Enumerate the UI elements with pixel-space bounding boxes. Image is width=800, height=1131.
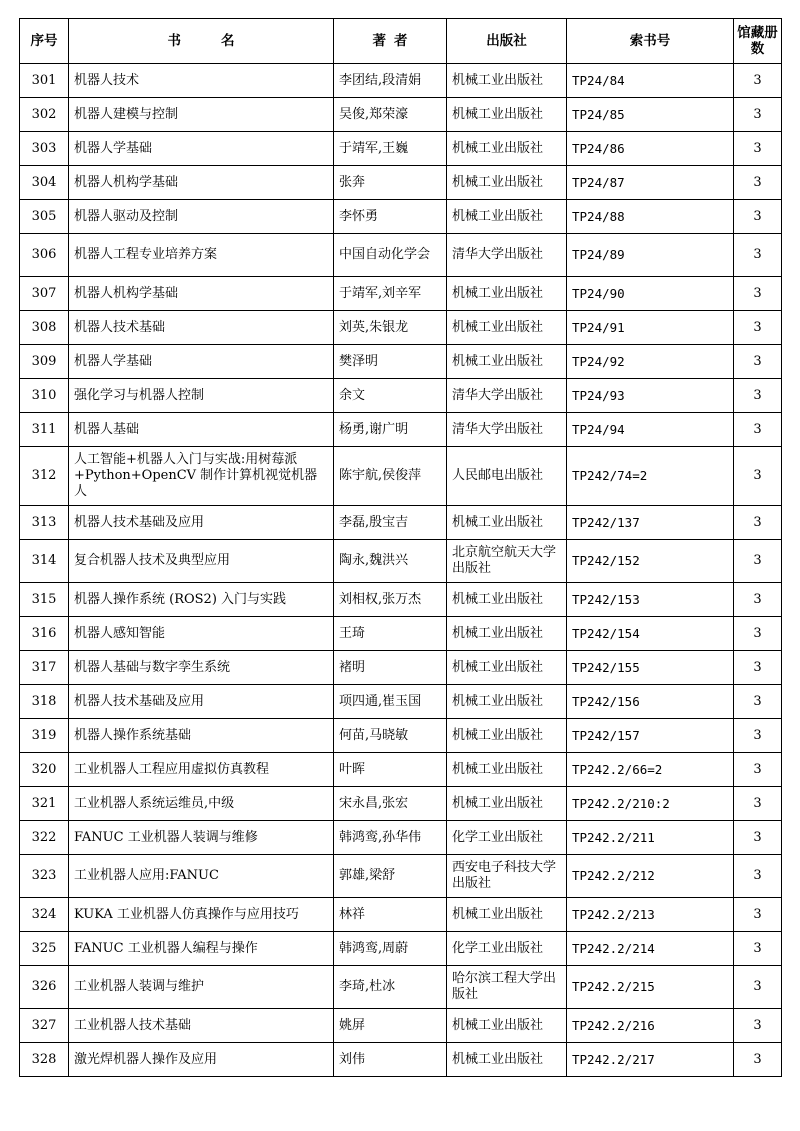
cell-call-number: TP242/156 bbox=[567, 685, 734, 719]
cell-author: 陈宇航,侯俊萍 bbox=[334, 447, 447, 506]
cell-publisher: 清华大学出版社 bbox=[447, 413, 567, 447]
cell-title: 强化学习与机器人控制 bbox=[69, 379, 334, 413]
cell-no: 311 bbox=[20, 413, 69, 447]
cell-author: 郭雄,梁舒 bbox=[334, 855, 447, 898]
table-row bbox=[20, 651, 782, 685]
table-row bbox=[20, 753, 782, 787]
cell-publisher: 机械工业出版社 bbox=[447, 64, 567, 98]
cell-no: 327 bbox=[20, 1009, 69, 1043]
cell-title: 机器人操作系统基础 bbox=[69, 719, 334, 753]
cell-title: 机器人感知智能 bbox=[69, 617, 334, 651]
cell-title: FANUC 工业机器人装调与维修 bbox=[69, 821, 334, 855]
table-row bbox=[20, 506, 782, 540]
cell-copies: 3 bbox=[734, 1009, 782, 1043]
cell-copies: 3 bbox=[734, 200, 782, 234]
cell-title: 机器人建模与控制 bbox=[69, 98, 334, 132]
cell-publisher: 化学工业出版社 bbox=[447, 932, 567, 966]
table-row bbox=[20, 447, 782, 506]
cell-call-number: TP24/86 bbox=[567, 132, 734, 166]
table-row bbox=[20, 234, 782, 277]
cell-author: 樊泽明 bbox=[334, 345, 447, 379]
cell-no: 321 bbox=[20, 787, 69, 821]
cell-no: 325 bbox=[20, 932, 69, 966]
cell-author: 何苗,马晓敏 bbox=[334, 719, 447, 753]
cell-no: 318 bbox=[20, 685, 69, 719]
cell-title: 机器人技术基础及应用 bbox=[69, 506, 334, 540]
header-copies: 馆藏册数 bbox=[734, 19, 782, 64]
cell-no: 303 bbox=[20, 132, 69, 166]
cell-no: 310 bbox=[20, 379, 69, 413]
cell-publisher: 清华大学出版社 bbox=[447, 379, 567, 413]
cell-no: 308 bbox=[20, 311, 69, 345]
cell-call-number: TP242/74=2 bbox=[567, 447, 734, 506]
cell-no: 306 bbox=[20, 234, 69, 277]
cell-call-number: TP242.2/211 bbox=[567, 821, 734, 855]
table-row bbox=[20, 787, 782, 821]
cell-title: 机器人技术 bbox=[69, 64, 334, 98]
table-header-row bbox=[20, 19, 782, 64]
table-row bbox=[20, 98, 782, 132]
cell-call-number: TP242/137 bbox=[567, 506, 734, 540]
cell-author: 项四通,崔玉国 bbox=[334, 685, 447, 719]
cell-no: 313 bbox=[20, 506, 69, 540]
cell-no: 314 bbox=[20, 540, 69, 583]
cell-publisher: 机械工业出版社 bbox=[447, 132, 567, 166]
table-row bbox=[20, 821, 782, 855]
cell-title: 复合机器人技术及典型应用 bbox=[69, 540, 334, 583]
cell-no: 323 bbox=[20, 855, 69, 898]
cell-no: 316 bbox=[20, 617, 69, 651]
cell-author: 叶晖 bbox=[334, 753, 447, 787]
cell-no: 305 bbox=[20, 200, 69, 234]
cell-author: 刘相权,张万杰 bbox=[334, 583, 447, 617]
cell-author: 张奔 bbox=[334, 166, 447, 200]
cell-title: 机器人操作系统 (ROS2) 入门与实践 bbox=[69, 583, 334, 617]
cell-no: 304 bbox=[20, 166, 69, 200]
cell-copies: 3 bbox=[734, 540, 782, 583]
cell-copies: 3 bbox=[734, 898, 782, 932]
cell-copies: 3 bbox=[734, 98, 782, 132]
cell-publisher: 机械工业出版社 bbox=[447, 583, 567, 617]
cell-copies: 3 bbox=[734, 277, 782, 311]
table-row bbox=[20, 1043, 782, 1077]
cell-call-number: TP242/157 bbox=[567, 719, 734, 753]
cell-title: KUKA 工业机器人仿真操作与应用技巧 bbox=[69, 898, 334, 932]
cell-no: 307 bbox=[20, 277, 69, 311]
cell-author: 余文 bbox=[334, 379, 447, 413]
cell-copies: 3 bbox=[734, 132, 782, 166]
cell-publisher: 机械工业出版社 bbox=[447, 277, 567, 311]
cell-title: 机器人工程专业培养方案 bbox=[69, 234, 334, 277]
cell-author: 韩鸿鸾,周蔚 bbox=[334, 932, 447, 966]
table-row bbox=[20, 413, 782, 447]
cell-call-number: TP24/84 bbox=[567, 64, 734, 98]
cell-title: 工业机器人装调与维护 bbox=[69, 966, 334, 1009]
cell-copies: 3 bbox=[734, 64, 782, 98]
cell-author: 刘伟 bbox=[334, 1043, 447, 1077]
cell-no: 320 bbox=[20, 753, 69, 787]
cell-publisher: 机械工业出版社 bbox=[447, 200, 567, 234]
cell-call-number: TP24/88 bbox=[567, 200, 734, 234]
cell-no: 322 bbox=[20, 821, 69, 855]
cell-call-number: TP24/85 bbox=[567, 98, 734, 132]
cell-title: 工业机器人应用:FANUC bbox=[69, 855, 334, 898]
cell-call-number: TP242/152 bbox=[567, 540, 734, 583]
cell-title: FANUC 工业机器人编程与操作 bbox=[69, 932, 334, 966]
cell-title: 机器人技术基础及应用 bbox=[69, 685, 334, 719]
cell-copies: 3 bbox=[734, 651, 782, 685]
cell-call-number: TP24/94 bbox=[567, 413, 734, 447]
cell-publisher: 哈尔滨工程大学出版社 bbox=[447, 966, 567, 1009]
cell-author: 于靖军,刘辛军 bbox=[334, 277, 447, 311]
cell-no: 315 bbox=[20, 583, 69, 617]
cell-publisher: 机械工业出版社 bbox=[447, 753, 567, 787]
table-row bbox=[20, 855, 782, 898]
cell-no: 328 bbox=[20, 1043, 69, 1077]
cell-copies: 3 bbox=[734, 753, 782, 787]
cell-title: 机器人学基础 bbox=[69, 345, 334, 379]
cell-title: 机器人机构学基础 bbox=[69, 277, 334, 311]
cell-copies: 3 bbox=[734, 617, 782, 651]
cell-copies: 3 bbox=[734, 447, 782, 506]
cell-copies: 3 bbox=[734, 311, 782, 345]
cell-copies: 3 bbox=[734, 821, 782, 855]
cell-title: 机器人基础 bbox=[69, 413, 334, 447]
cell-title: 机器人驱动及控制 bbox=[69, 200, 334, 234]
cell-call-number: TP242.2/212 bbox=[567, 855, 734, 898]
cell-publisher: 机械工业出版社 bbox=[447, 651, 567, 685]
cell-copies: 3 bbox=[734, 166, 782, 200]
cell-copies: 3 bbox=[734, 413, 782, 447]
cell-publisher: 人民邮电出版社 bbox=[447, 447, 567, 506]
cell-copies: 3 bbox=[734, 506, 782, 540]
cell-call-number: TP242.2/214 bbox=[567, 932, 734, 966]
cell-publisher: 北京航空航天大学出版社 bbox=[447, 540, 567, 583]
cell-call-number: TP24/90 bbox=[567, 277, 734, 311]
cell-author: 李琦,杜冰 bbox=[334, 966, 447, 1009]
table-row bbox=[20, 898, 782, 932]
cell-title: 机器人机构学基础 bbox=[69, 166, 334, 200]
cell-author: 韩鸿鸾,孙华伟 bbox=[334, 821, 447, 855]
cell-no: 324 bbox=[20, 898, 69, 932]
cell-title: 机器人技术基础 bbox=[69, 311, 334, 345]
table-row bbox=[20, 540, 782, 583]
cell-author: 吴俊,郑荣濠 bbox=[334, 98, 447, 132]
cell-publisher: 机械工业出版社 bbox=[447, 685, 567, 719]
header-call-number: 索书号 bbox=[567, 19, 734, 64]
cell-author: 李怀勇 bbox=[334, 200, 447, 234]
cell-call-number: TP242.2/213 bbox=[567, 898, 734, 932]
cell-author: 中国自动化学会 bbox=[334, 234, 447, 277]
cell-call-number: TP24/91 bbox=[567, 311, 734, 345]
cell-author: 于靖军,王巍 bbox=[334, 132, 447, 166]
cell-author: 宋永昌,张宏 bbox=[334, 787, 447, 821]
cell-title: 工业机器人技术基础 bbox=[69, 1009, 334, 1043]
cell-no: 301 bbox=[20, 64, 69, 98]
table-row bbox=[20, 64, 782, 98]
cell-publisher: 机械工业出版社 bbox=[447, 98, 567, 132]
cell-publisher: 清华大学出版社 bbox=[447, 234, 567, 277]
header-author: 著者 bbox=[334, 19, 447, 64]
cell-copies: 3 bbox=[734, 787, 782, 821]
cell-no: 312 bbox=[20, 447, 69, 506]
cell-no: 326 bbox=[20, 966, 69, 1009]
table-row bbox=[20, 617, 782, 651]
cell-publisher: 化学工业出版社 bbox=[447, 821, 567, 855]
table-row bbox=[20, 277, 782, 311]
cell-copies: 3 bbox=[734, 583, 782, 617]
cell-call-number: TP242.2/210:2 bbox=[567, 787, 734, 821]
cell-call-number: TP242/153 bbox=[567, 583, 734, 617]
cell-title: 机器人学基础 bbox=[69, 132, 334, 166]
header-publisher: 出版社 bbox=[447, 19, 567, 64]
table-row bbox=[20, 132, 782, 166]
cell-author: 林祥 bbox=[334, 898, 447, 932]
cell-no: 309 bbox=[20, 345, 69, 379]
header-title: 书名 bbox=[69, 19, 334, 64]
table-row bbox=[20, 379, 782, 413]
table-row bbox=[20, 200, 782, 234]
cell-author: 褚明 bbox=[334, 651, 447, 685]
cell-call-number: TP242.2/216 bbox=[567, 1009, 734, 1043]
cell-publisher: 机械工业出版社 bbox=[447, 1009, 567, 1043]
cell-call-number: TP24/87 bbox=[567, 166, 734, 200]
table-row bbox=[20, 932, 782, 966]
cell-no: 317 bbox=[20, 651, 69, 685]
cell-title: 激光焊机器人操作及应用 bbox=[69, 1043, 334, 1077]
cell-publisher: 机械工业出版社 bbox=[447, 1043, 567, 1077]
table-row bbox=[20, 1009, 782, 1043]
cell-call-number: TP24/89 bbox=[567, 234, 734, 277]
cell-copies: 3 bbox=[734, 1043, 782, 1077]
cell-copies: 3 bbox=[734, 966, 782, 1009]
cell-copies: 3 bbox=[734, 855, 782, 898]
cell-call-number: TP242/154 bbox=[567, 617, 734, 651]
cell-publisher: 机械工业出版社 bbox=[447, 787, 567, 821]
cell-title: 工业机器人系统运维员,中级 bbox=[69, 787, 334, 821]
cell-author: 刘英,朱银龙 bbox=[334, 311, 447, 345]
cell-no: 302 bbox=[20, 98, 69, 132]
cell-copies: 3 bbox=[734, 932, 782, 966]
cell-title: 人工智能+机器人入门与实战:用树莓派+Python+OpenCV 制作计算机视觉机器人 bbox=[69, 447, 334, 506]
cell-author: 姚屏 bbox=[334, 1009, 447, 1043]
cell-title: 工业机器人工程应用虚拟仿真教程 bbox=[69, 753, 334, 787]
table-row bbox=[20, 583, 782, 617]
table-row bbox=[20, 311, 782, 345]
cell-author: 李团结,段清娟 bbox=[334, 64, 447, 98]
cell-call-number: TP242.2/217 bbox=[567, 1043, 734, 1077]
cell-publisher: 机械工业出版社 bbox=[447, 166, 567, 200]
cell-author: 陶永,魏洪兴 bbox=[334, 540, 447, 583]
cell-copies: 3 bbox=[734, 345, 782, 379]
cell-title: 机器人基础与数字孪生系统 bbox=[69, 651, 334, 685]
header-no: 序号 bbox=[20, 19, 69, 64]
cell-copies: 3 bbox=[734, 379, 782, 413]
cell-author: 王琦 bbox=[334, 617, 447, 651]
cell-publisher: 机械工业出版社 bbox=[447, 311, 567, 345]
table-row bbox=[20, 166, 782, 200]
cell-copies: 3 bbox=[734, 234, 782, 277]
cell-call-number: TP242.2/215 bbox=[567, 966, 734, 1009]
cell-copies: 3 bbox=[734, 685, 782, 719]
cell-publisher: 机械工业出版社 bbox=[447, 898, 567, 932]
table-row bbox=[20, 345, 782, 379]
cell-publisher: 机械工业出版社 bbox=[447, 719, 567, 753]
table-row bbox=[20, 719, 782, 753]
cell-call-number: TP242.2/66=2 bbox=[567, 753, 734, 787]
cell-call-number: TP24/93 bbox=[567, 379, 734, 413]
cell-author: 杨勇,谢广明 bbox=[334, 413, 447, 447]
cell-publisher: 机械工业出版社 bbox=[447, 506, 567, 540]
table-row bbox=[20, 966, 782, 1009]
cell-publisher: 机械工业出版社 bbox=[447, 345, 567, 379]
cell-call-number: TP24/92 bbox=[567, 345, 734, 379]
cell-call-number: TP242/155 bbox=[567, 651, 734, 685]
book-list-table bbox=[19, 18, 782, 1077]
cell-no: 319 bbox=[20, 719, 69, 753]
table-row bbox=[20, 685, 782, 719]
cell-copies: 3 bbox=[734, 719, 782, 753]
cell-publisher: 西安电子科技大学出版社 bbox=[447, 855, 567, 898]
cell-publisher: 机械工业出版社 bbox=[447, 617, 567, 651]
cell-author: 李磊,殷宝吉 bbox=[334, 506, 447, 540]
